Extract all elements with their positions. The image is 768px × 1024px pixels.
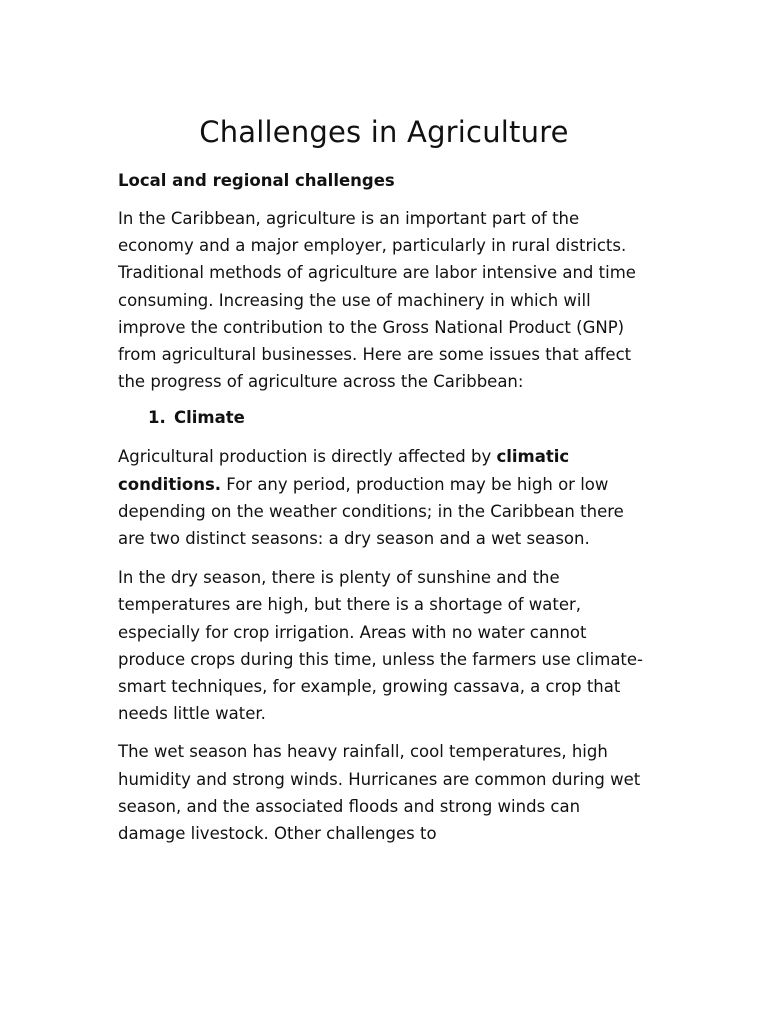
climate-paragraph-bold: climatic conditions. bbox=[118, 447, 570, 494]
page-content bbox=[118, 112, 650, 847]
climate-paragraph-start: Agricultural production is directly affected by bbox=[118, 447, 497, 467]
climate-paragraph bbox=[118, 443, 650, 552]
intro-paragraph: In the Caribbean, agriculture is an important part of the economy and a major employer, particularly in rural districts. Traditional methods of agriculture are labor intensive and time consuming. Increasing the use of machinery in which will improve the contribution to the Gross National Product (GNP) from agricultural businesses. Here are some issues that affect the progress of agriculture across the Caribbean: bbox=[118, 209, 636, 392]
dry-season-paragraph: In the dry season, there is plenty of sunshine and the temperatures are high, but there is a shortage of water, especially for crop irrigation. Areas with no water cannot produce crops during this time, unless the farmers use climate-smart techniques, for example, growing cassava, a crop that needs little water. bbox=[118, 568, 644, 724]
list-item-number: 1. bbox=[148, 408, 166, 428]
numbered-list bbox=[118, 405, 650, 431]
list-item-climate bbox=[148, 405, 650, 431]
section-heading: Local and regional challenges bbox=[118, 171, 395, 190]
wet-season-paragraph: The wet season has heavy rainfall, cool temperatures, high humidity and strong winds. Hurricanes are common during wet season, and the associated floods and strong winds can damage livestock. Other challenges to bbox=[118, 742, 641, 844]
list-item-label: Climate bbox=[174, 408, 245, 428]
climate-paragraph-end: For any period, production may be high or low depending on the weather conditions; in the Caribbean there are two distinct seasons: a dry season and a wet season. bbox=[118, 474, 624, 549]
page-title: Challenges in Agriculture bbox=[199, 115, 569, 149]
